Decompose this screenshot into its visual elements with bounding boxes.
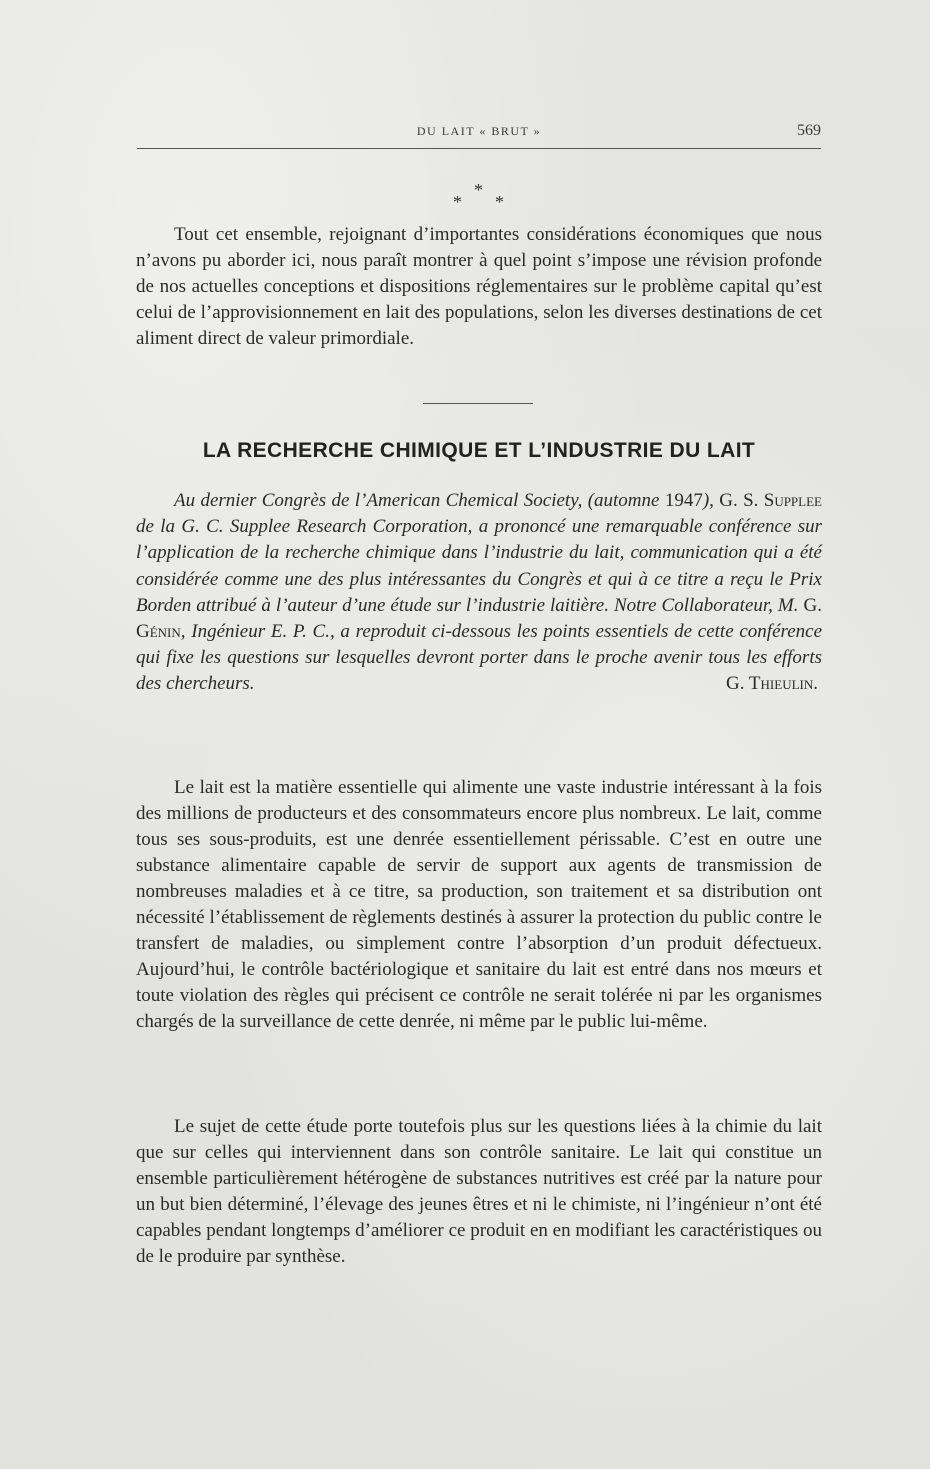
asterism-separator	[448, 180, 512, 210]
paragraph-body-2: Le sujet de cette étude porte toutefois plus sur les questions liées à la chimie du lait que sur celles qui interviennent dans son contrôle sanitaire. Le lait qui constitue un ensemble particulièrement hétérogène de substances nutritives est créé par la nature pour un but bien déterminé, l’élevage des jeunes êtres et ni le chimiste, ni l’ingénieur n’ont été capables pendant longtemps d’améliorer ce produit en en modifiant les caractéristiques ou de le produire par synthèse.	[136, 1116, 822, 1267]
intro-text: de la G. C. Supplee Research Corporation, a prononcé une remarquable conférence sur l’application de la recherche chimique dans l’industrie du lait, communication qui a été considérée comme une des plus intéressantes du Congrès et qui à ce titre a reçu le Prix Borden attribué à l’auteur d’une étude sur l’industrie laitière. Notre Collaborateur, M.	[136, 516, 822, 616]
paragraph-conclusion: Tout cet ensemble, rejoignant d’importantes considérations économiques que nous n’avons pu aborder ici, nous paraît montrer à quel point s’impose une révision profonde de nos actuelles conceptions et dispositions réglementaires sur le problème capital qu’est celui de l’approvisionnement en lait des populations, selon les diverses destinations de cet aliment direct de valeur primordiale.	[136, 224, 822, 349]
paragraph-body-1: Le lait est la matière essentielle qui alimente une vaste industrie intéressant à la fois des millions de producteurs et des consommateurs encore plus nombreux. Le lait, comme tous ses sous-produits, est une denrée essentiellement périssable. C’est en outre une substance alimentaire capable de servir de support aux agents de transmission de nombreuses maladies et à ce titre, sa production, son traitement et sa distribution ont nécessité l’établissement de règlements destinés à assurer la protection du public contre le transfert de maladies, ou simplement contre l’absorption d’un produit défectueux. Aujourd’hui, le contrôle bactériologique et sanitaire du lait est entré dans nos mœurs et toute violation des règles qui précisent ce contrôle ne serait tolérée ni par les organismes chargés de la surveillance de cette denrée, ni même par le public lui-même.	[136, 777, 822, 1032]
author-initials: G. S.	[719, 490, 764, 511]
page-header	[137, 122, 821, 149]
intro-text: ),	[702, 490, 720, 511]
section-divider	[423, 403, 533, 404]
intro-text: Au dernier Congrès de l’American Chemical Society, (automne	[174, 490, 665, 511]
editorial-introduction	[136, 488, 822, 698]
editor-signature: G. Thieulin.	[726, 673, 818, 695]
asterisk: *	[453, 192, 462, 212]
collaborator-initial: G.	[803, 594, 822, 616]
running-head: DU LAIT « BRUT »	[416, 124, 542, 138]
page-number: 569	[797, 122, 821, 139]
asterisk: *	[474, 180, 483, 200]
intro-text: , Ingénieur E. P. C., a reproduit ci-dessous les points essentiels de cette conférence qui fixe les questions sur lesquelles devront porter dans le proche avenir tous les efforts des chercheurs.	[136, 621, 822, 695]
asterisk: *	[495, 192, 504, 212]
author-name: Supplee	[763, 490, 822, 511]
collaborator-name: Génin	[136, 621, 181, 643]
intro-year: 1947	[664, 490, 703, 511]
section-title: LA RECHERCHE CHIMIQUE ET L’INDUSTRIE DU LAIT	[202, 439, 756, 462]
